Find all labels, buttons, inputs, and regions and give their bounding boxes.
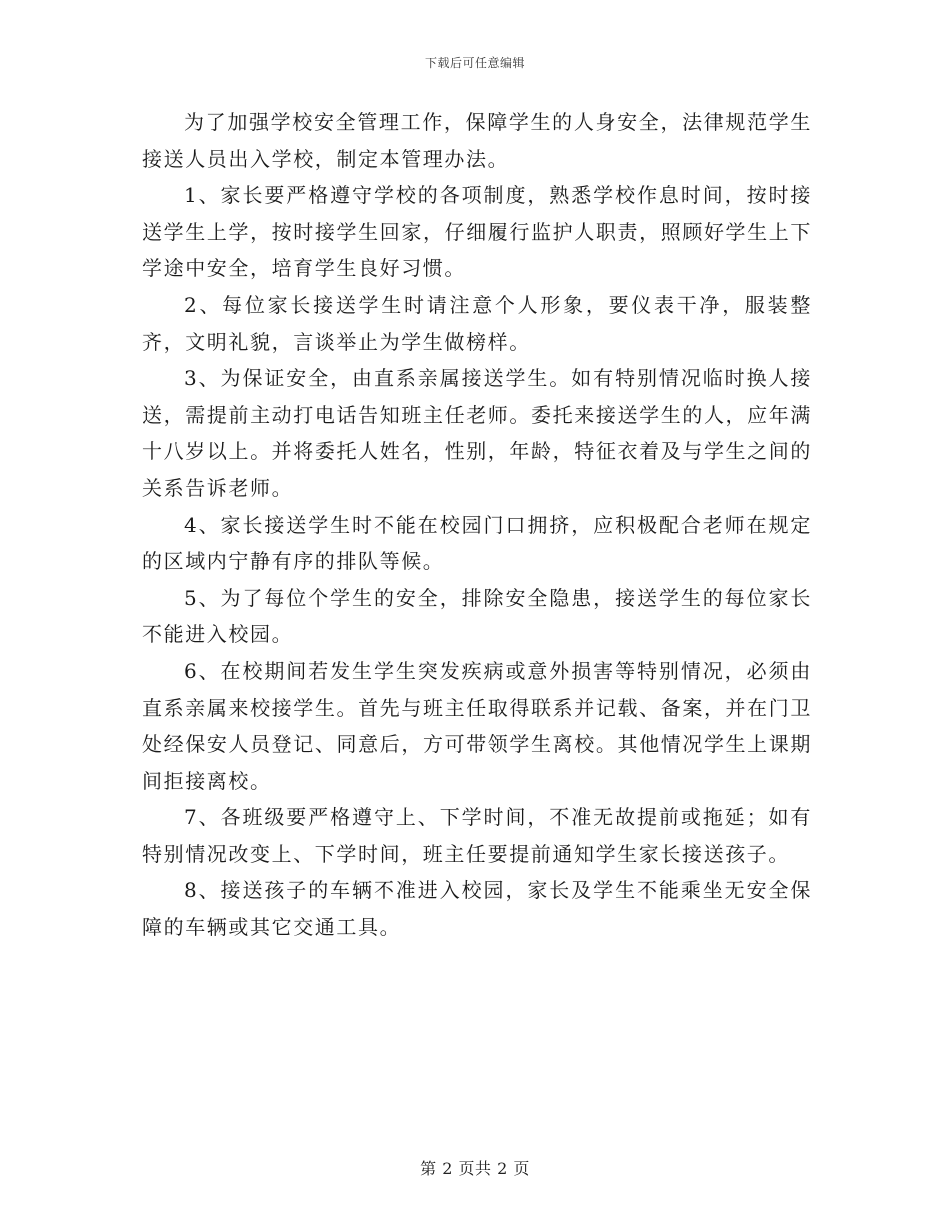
rule-6-paragraph: 6、在校期间若发生学生突发疾病或意外损害等特别情况，必须由直系亲属来校接学生。首先与班主任取得联系并记载、备案，并在门卫处经保安人员登记、同意后，方可带领学生离校。其他情况学生上课期间拒接离校。 — [142, 658, 812, 793]
rule-8-paragraph: 8、接送孩子的车辆不准进入校园，家长及学生不能乘坐无安全保障的车辆或其它交通工具。 — [142, 878, 812, 940]
rule-3-paragraph: 3、为保证安全，由直系亲属接送学生。如有特别情况临时换人接送，需提前主动打电话告知班主任老师。委托来接送学生的人，应年满十八岁以上。并将委托人姓名，性别，年龄，特征衣着及与学生之间的关系告诉老师。 — [142, 366, 812, 500]
rule-1-paragraph: 1、家长要严格遵守学校的各项制度，熟悉学校作息时间，按时接送学生上学，按时接学生回家，仔细履行监护人职责，照顾好学生上下学途中安全，培育学生良好习惯。 — [142, 183, 812, 281]
page-header: 下载后可任意编辑 — [424, 56, 525, 70]
page-footer: 第 2 页共 2 页 — [420, 1159, 530, 1178]
rule-2-paragraph: 2、每位家长接送学生时请注意个人形象，要仪表干净，服装整齐，文明礼貌，言谈举止为学生做榜样。 — [142, 292, 812, 354]
rule-7-paragraph: 7、各班级要严格遵守上、下学时间，不准无故提前或拖延；如有特别情况改变上、下学时间，班主任要提前通知学生家长接送孩子。 — [142, 805, 812, 866]
document-body — [142, 104, 812, 946]
rule-5-paragraph: 5、为了每位个学生的安全，排除安全隐患，接送学生的每位家长不能进入校园。 — [142, 585, 812, 647]
rule-4-paragraph: 4、家长接送学生时不能在校园门口拥挤，应积极配合老师在规定的区域内宁静有序的排队等候。 — [142, 512, 812, 574]
intro-paragraph: 为了加强学校安全管理工作，保障学生的人身安全，法律规范学生接送人员出入学校，制定本管理办法。 — [142, 110, 812, 171]
